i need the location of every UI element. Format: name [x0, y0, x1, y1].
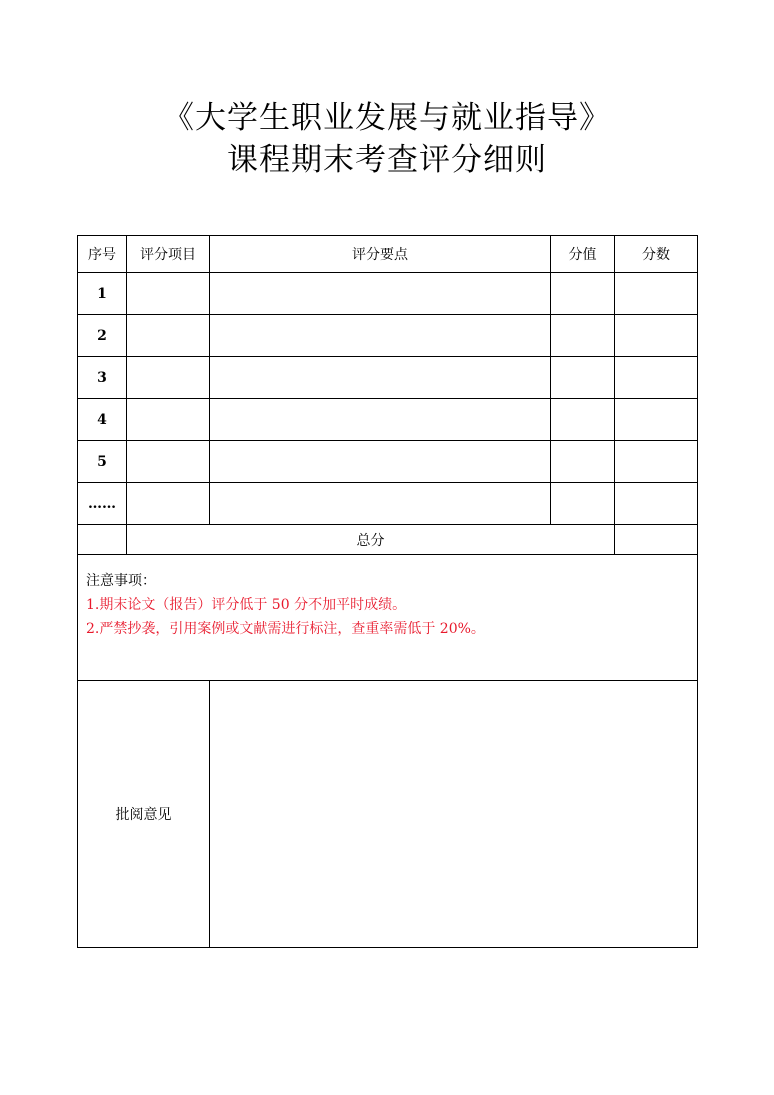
row-item-cell: [127, 315, 210, 357]
total-row: [78, 525, 698, 555]
header-item: 评分项目: [127, 236, 210, 273]
table-row: [78, 273, 698, 315]
total-index-cell: [78, 525, 127, 555]
row-value-cell: [551, 357, 615, 399]
row-points-cell: [210, 483, 551, 525]
row-score-cell: [615, 273, 698, 315]
table-row: [78, 399, 698, 441]
table-header-row: [78, 236, 698, 273]
row-item-cell: [127, 483, 210, 525]
header-points: 评分要点: [210, 236, 551, 273]
table-row: [78, 315, 698, 357]
row-item-cell: [127, 357, 210, 399]
row-index: 1: [78, 273, 127, 315]
row-points-cell: [210, 273, 551, 315]
row-item-cell: [127, 399, 210, 441]
review-content-cell: [210, 681, 698, 948]
notes-cell: [78, 555, 698, 681]
row-index: 4: [78, 399, 127, 441]
row-value-cell: [551, 483, 615, 525]
review-row: [78, 681, 698, 948]
header-index: 序号: [78, 236, 127, 273]
table-row: [78, 357, 698, 399]
row-value-cell: [551, 399, 615, 441]
total-label: 总分: [127, 525, 615, 555]
header-score: 分数: [615, 236, 698, 273]
table-row: [78, 441, 698, 483]
notes-heading: 注意事项：: [86, 573, 156, 589]
row-value-cell: [551, 441, 615, 483]
document-title-line-1: 《大学生职业发展与就业指导》: [163, 100, 611, 136]
row-points-cell: [210, 357, 551, 399]
row-index: 2: [78, 315, 127, 357]
row-score-cell: [615, 357, 698, 399]
note-item-1: 1.期末论文（报告）评分低于 50 分不加平时成绩。: [86, 597, 407, 613]
review-label: 批阅意见: [78, 681, 210, 948]
total-score-cell: [615, 525, 698, 555]
row-score-cell: [615, 483, 698, 525]
grading-table: [77, 235, 698, 948]
row-value-cell: [551, 315, 615, 357]
table-row: [78, 483, 698, 525]
row-points-cell: [210, 399, 551, 441]
document-title-line-2: 课程期末考查评分细则: [227, 142, 547, 178]
row-index: 3: [78, 357, 127, 399]
row-index: ……: [78, 483, 127, 525]
row-score-cell: [615, 399, 698, 441]
row-score-cell: [615, 315, 698, 357]
row-score-cell: [615, 441, 698, 483]
header-value: 分值: [551, 236, 615, 273]
row-item-cell: [127, 441, 210, 483]
row-value-cell: [551, 273, 615, 315]
note-item-2: 2.严禁抄袭，引用案例或文献需进行标注，查重率需低于 20%。: [86, 621, 485, 637]
row-index: 5: [78, 441, 127, 483]
row-item-cell: [127, 273, 210, 315]
row-points-cell: [210, 315, 551, 357]
notes-row: [78, 555, 698, 681]
row-points-cell: [210, 441, 551, 483]
